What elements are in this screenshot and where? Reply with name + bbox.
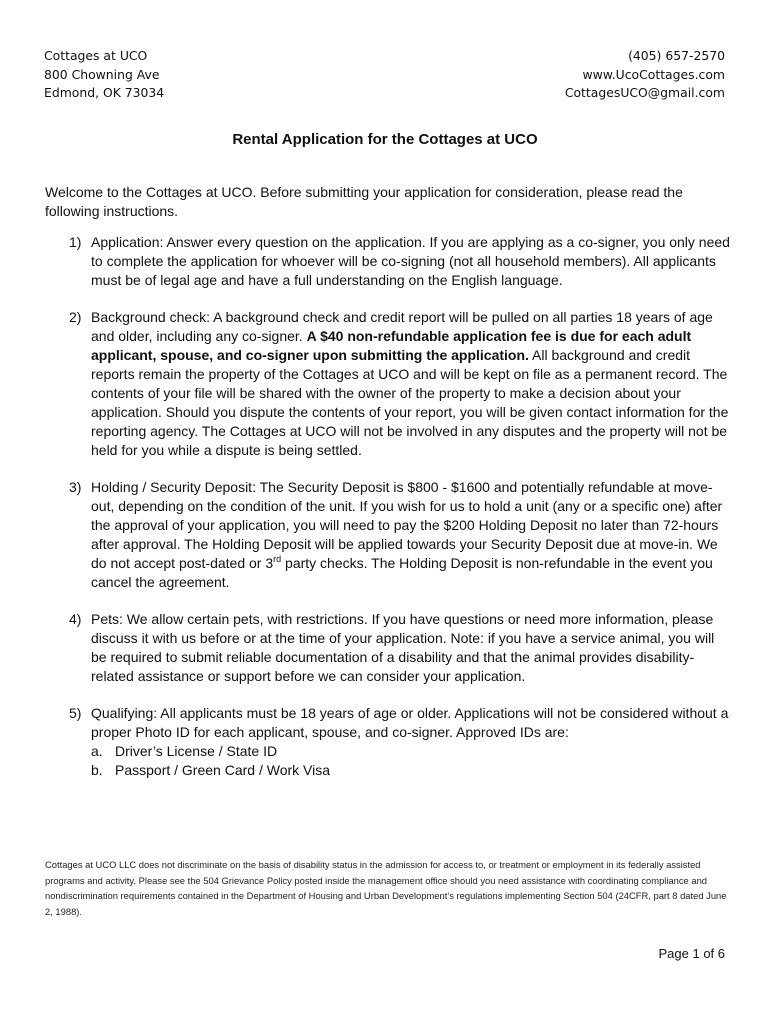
page-number: Page 1 of 6 xyxy=(658,946,725,961)
list-item-text-part: Background check: A background check and credit report will be pulled on all parties 18 years of age and older, including any co-signer. xyxy=(91,309,713,345)
list-item-text: Application: Answer every question on the application. If you are applying as a co-signer, you only need to complete the application for whoever will be co-signing (not all household members). All applicants must be of legal age and have a full understanding on the English language. xyxy=(91,234,730,288)
list-item-text xyxy=(91,478,733,591)
list-item-text: Pets: We allow certain pets, with restrictions. If you have questions or need more information, please discuss it with us before or at the time of your application. Note: if you have a service animal, you will be required to submit reliable documentation of a disability and that the animal provides disability-related assistance or support before we can consider your application. xyxy=(91,610,715,684)
header-phone: (405) 657-2570 xyxy=(628,48,725,63)
header-website: www.UcoCottages.com xyxy=(582,66,725,82)
intro-paragraph: Welcome to the Cottages at UCO. Before submitting your application for consideration, please read the following instructions. xyxy=(45,184,683,219)
list-item xyxy=(45,704,733,780)
list-item-text xyxy=(91,308,733,459)
sub-item-letter: a. xyxy=(91,742,103,759)
list-item-number: 5) xyxy=(69,705,82,722)
sub-item-text: Driver’s License / State ID xyxy=(115,742,278,759)
ordinal-superscript: rd xyxy=(273,553,282,564)
list-item-number: 2) xyxy=(69,309,82,326)
application-fee-notice: A $40 non-refundable application fee is due for each adult applicant, spouse, and co-signer upon submitting the application. xyxy=(91,328,692,364)
header-address-block xyxy=(44,47,164,103)
list-item xyxy=(45,308,733,459)
header-email: CottagesUCO@gmail.com xyxy=(564,85,725,100)
list-item xyxy=(45,478,733,591)
list-item-text-part: Holding / Security Deposit: The Security Deposit is $800 - $1600 and potentially refundable at move-out, depending on the condition of the unit. If you wish for us to hold a unit (any or a specific one) after the approval of your application, you will need to pay the $200 Holding Deposit no later than 72-hours after approval. The Holding Deposit will be applied towards your Security Deposit due at move-in. We do not accept post-dated or 3 xyxy=(91,478,723,571)
list-item-text: Qualifying: All applicants must be 18 years of age or older. Applications will not be considered without a proper Photo ID for each applicant, spouse, and co-signer. Approved IDs are: xyxy=(91,705,729,740)
header-company-name: Cottages at UCO xyxy=(44,48,148,63)
approved-id-item xyxy=(91,742,733,761)
list-item-text-part: party checks. The Holding Deposit is non-refundable in the event you cancel the agreement. xyxy=(91,554,713,590)
instructions-list xyxy=(45,233,733,798)
list-item-text-part: All background and credit reports remain the property of the Cottages at UCO and will be kept on file as a permanent record. The contents of your file will be shared with the owner of the property to make a decision about your application. Should you dispute the contents of your report, you will be given contact information for the reporting agency. The Cottages at UCO will not be involved in any disputes and the property will not be held for you while a dispute is being settled. xyxy=(91,347,729,458)
approved-id-item xyxy=(91,761,733,780)
header-contact-block xyxy=(565,47,725,103)
page-title: Rental Application for the Cottages at UCO xyxy=(232,131,538,148)
list-item xyxy=(45,610,733,686)
header-city-state: Edmond, OK 73034 xyxy=(44,85,165,100)
list-item-number: 4) xyxy=(69,610,82,627)
sub-item-letter: b. xyxy=(91,761,103,778)
list-item-number: 3) xyxy=(69,478,82,495)
nondiscrimination-footnote: Cottages at UCO LLC does not discriminate on the basis of disability status in the admission for access to, or treatment or employment in its federally assisted programs and activity. Please see the 504 Grievance Policy posted inside the management office should you need assistance with coordinating compliance and nondiscrimination requirements contained in the Department of Housing and Urban Development’s regulations implementing Section 504 (24CFR, part 8 dated June 2, 1988). xyxy=(45,859,727,918)
approved-id-list xyxy=(91,742,733,780)
list-item-number: 1) xyxy=(69,234,82,250)
list-item xyxy=(45,233,733,290)
header-street: 800 Chowning Ave xyxy=(44,66,160,82)
sub-item-text: Passport / Green Card / Work Visa xyxy=(115,761,331,778)
